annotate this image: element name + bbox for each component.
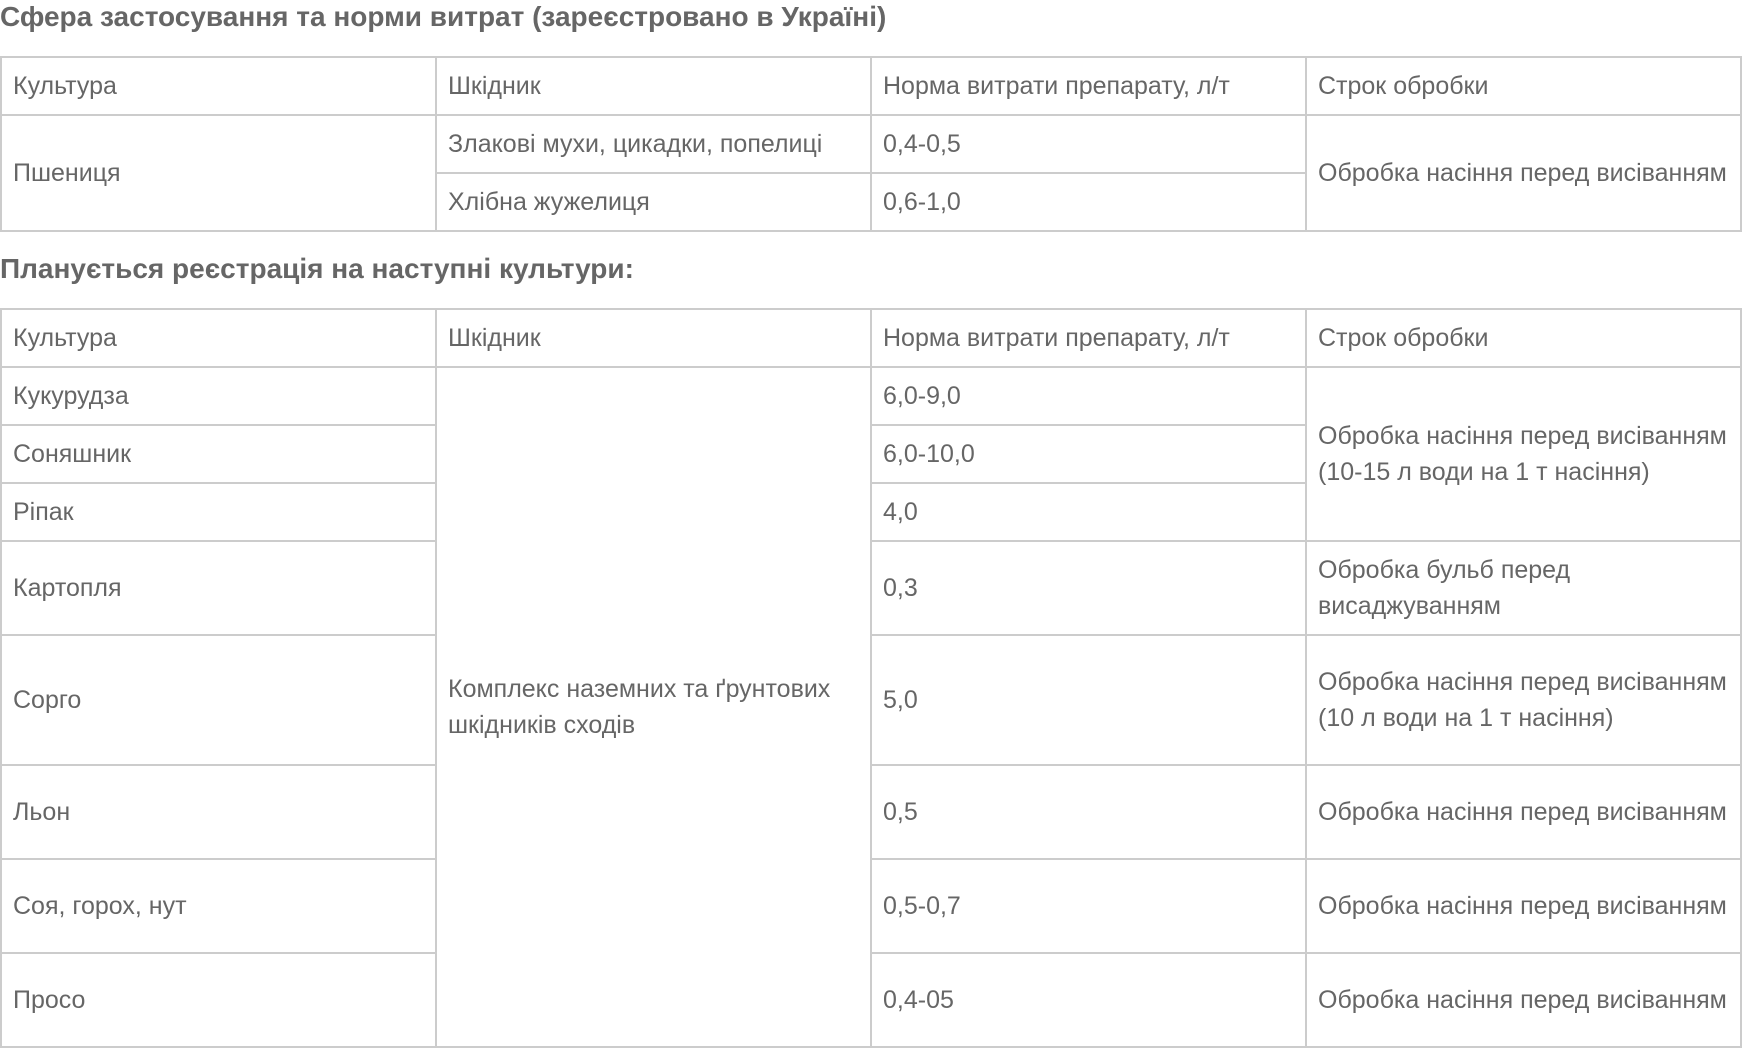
crop-cell: Сорго: [1, 635, 436, 765]
crop-cell: Соняшник: [1, 425, 436, 483]
table-row: [1, 859, 1741, 953]
section-title-registered: Сфера застосування та норми витрат (зареєстровано в Україні): [0, 1, 887, 32]
table-row: [1, 953, 1741, 1047]
header-crop: Культура: [1, 309, 436, 367]
header-rate: Норма витрати препарату, л/т: [871, 57, 1306, 115]
rate-cell: 4,0: [871, 483, 1306, 541]
timing-cell: Обробка бульб перед висаджуванням: [1306, 541, 1741, 635]
planned-usage-table: [0, 308, 1742, 1048]
crop-cell: Картопля: [1, 541, 436, 635]
timing-cell: Обробка насіння перед висіванням: [1306, 115, 1741, 231]
pest-cell: Комплекс наземних та ґрунтових шкідників сходів: [436, 367, 871, 1047]
registered-usage-table: [0, 56, 1742, 232]
rate-cell: 0,5: [871, 765, 1306, 859]
header-timing: Строк обробки: [1306, 57, 1741, 115]
header-rate: Норма витрати препарату, л/т: [871, 309, 1306, 367]
table-row: [1, 541, 1741, 635]
rate-cell: 0,3: [871, 541, 1306, 635]
crop-cell: Льон: [1, 765, 436, 859]
rate-cell: 6,0-10,0: [871, 425, 1306, 483]
timing-cell: Обробка насіння перед висіванням: [1306, 765, 1741, 859]
table-row: [1, 765, 1741, 859]
header-crop: Культура: [1, 57, 436, 115]
crop-cell: Пшениця: [1, 115, 436, 231]
timing-cell: Обробка насіння перед висіванням: [1306, 953, 1741, 1047]
header-timing: Строк обробки: [1306, 309, 1741, 367]
table-header-row: [1, 57, 1741, 115]
section-title-planned: Планується реєстрація на наступні культури:: [0, 253, 634, 284]
table-header-row: [1, 309, 1741, 367]
crop-cell: Просо: [1, 953, 436, 1047]
timing-cell: Обробка насіння перед висіванням: [1306, 859, 1741, 953]
crop-cell: Соя, горох, нут: [1, 859, 436, 953]
header-pest: Шкідник: [436, 57, 871, 115]
crop-cell: Ріпак: [1, 483, 436, 541]
crop-cell: Кукурудза: [1, 367, 436, 425]
rate-cell: 5,0: [871, 635, 1306, 765]
timing-cell: Обробка насіння перед висіванням (10 л води на 1 т насіння): [1306, 635, 1741, 765]
rate-cell: 0,4-05: [871, 953, 1306, 1047]
timing-cell: Обробка насіння перед висіванням (10-15 л води на 1 т насіння): [1306, 367, 1741, 541]
table-row: [1, 367, 1741, 425]
table-row: [1, 115, 1741, 173]
header-pest: Шкідник: [436, 309, 871, 367]
rate-cell: 6,0-9,0: [871, 367, 1306, 425]
rate-cell: 0,5-0,7: [871, 859, 1306, 953]
table-row: [1, 635, 1741, 765]
pest-cell: Хлібна жужелиця: [436, 173, 871, 231]
rate-cell: 0,6-1,0: [871, 173, 1306, 231]
rate-cell: 0,4-0,5: [871, 115, 1306, 173]
pest-cell: Злакові мухи, цикадки, попелиці: [436, 115, 871, 173]
